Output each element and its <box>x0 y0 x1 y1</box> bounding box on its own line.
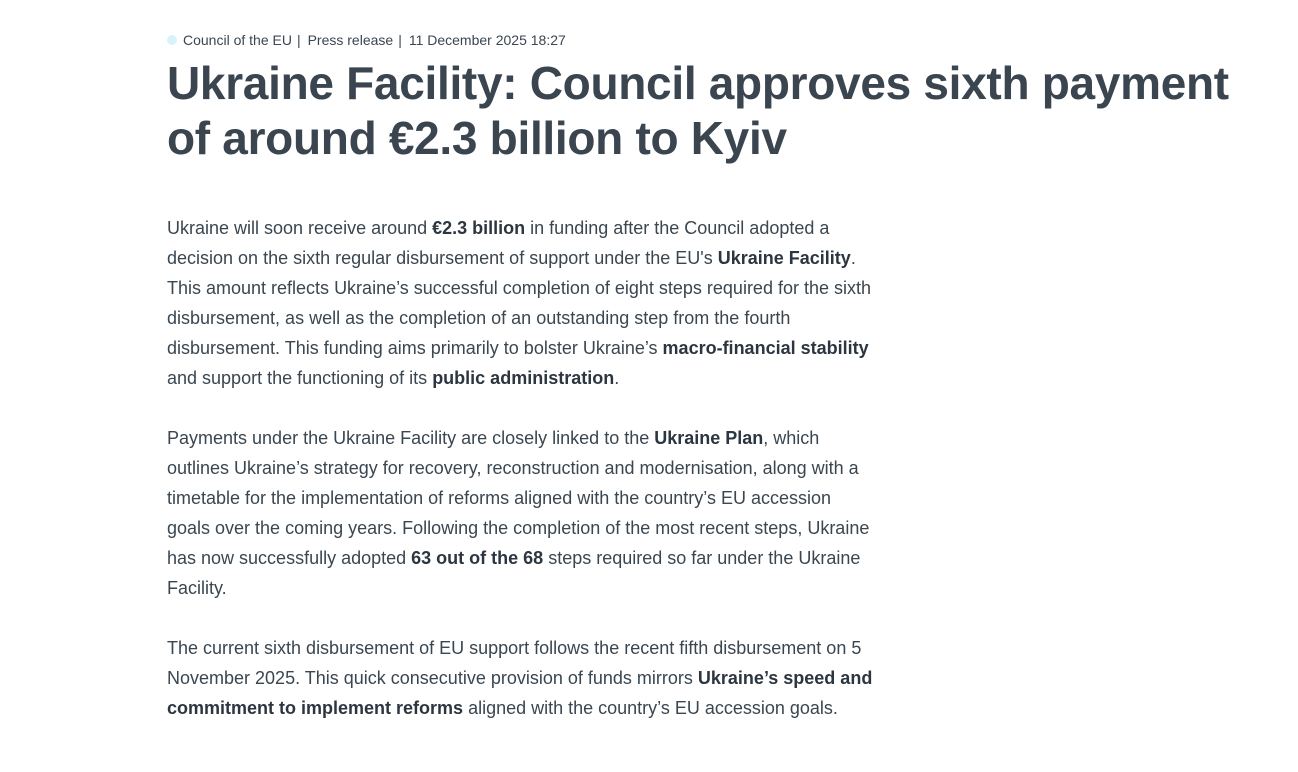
meta-separator: | <box>296 32 301 48</box>
bold-text: 63 out of the 68 <box>411 548 544 568</box>
paragraph-2 <box>167 423 879 603</box>
bold-text: macro-financial stability <box>662 338 869 358</box>
article-meta <box>167 30 1267 50</box>
bold-text: public administration <box>432 368 615 388</box>
text: Ukraine will soon receive around <box>167 218 433 238</box>
bold-text: Ukraine’s speed and commitment to implement reforms <box>167 668 873 718</box>
meta-separator: | <box>398 32 402 48</box>
meta-source[interactable]: Council of the EU <box>183 32 292 48</box>
page-title: Ukraine Facility: Council approves sixth payment of around €2.3 billion to Kyiv <box>167 57 1229 164</box>
article-body <box>167 213 879 723</box>
text: aligned with the country’s EU accession goals. <box>463 698 838 718</box>
text: . This amount reflects Ukraine’s successful completion of eight steps required for the sixth disbursement, as well as the completion of an outstanding step from the fourth disbursement. This funding aims primarily to bolster Ukraine’s <box>167 248 871 358</box>
council-dot-icon <box>167 35 177 45</box>
text: and support the functioning of its <box>167 368 433 388</box>
bold-text: Ukraine Plan <box>654 428 764 448</box>
paragraph-3 <box>167 633 879 723</box>
text: steps required so far under the Ukraine Facility. <box>167 548 861 598</box>
meta-date: 11 December 2025 18:27 <box>408 32 566 48</box>
press-release <box>167 30 1267 753</box>
paragraph-1 <box>167 213 879 393</box>
text: The current sixth disbursement of EU support follows the recent fifth disbursement on 5 November 2025. This quick consecutive provision of funds mirrors <box>167 638 862 688</box>
text: in funding after the Council adopted a decision on the sixth regular disbursement of support under the EU's <box>167 218 830 268</box>
text: , which outlines Ukraine’s strategy for recovery, reconstruction and modernisation, along with a timetable for the implementation of reforms aligned with the country’s EU accession goals over the coming years. Following the completion of the most recent steps, Ukraine has now successfully adopted <box>167 428 870 568</box>
text: Payments under the Ukraine Facility are closely linked to the <box>167 428 655 448</box>
meta-type: Press release <box>307 32 394 48</box>
bold-text: Ukraine Facility <box>717 248 851 268</box>
bold-text: €2.3 billion <box>432 218 526 238</box>
text: . <box>614 368 620 388</box>
